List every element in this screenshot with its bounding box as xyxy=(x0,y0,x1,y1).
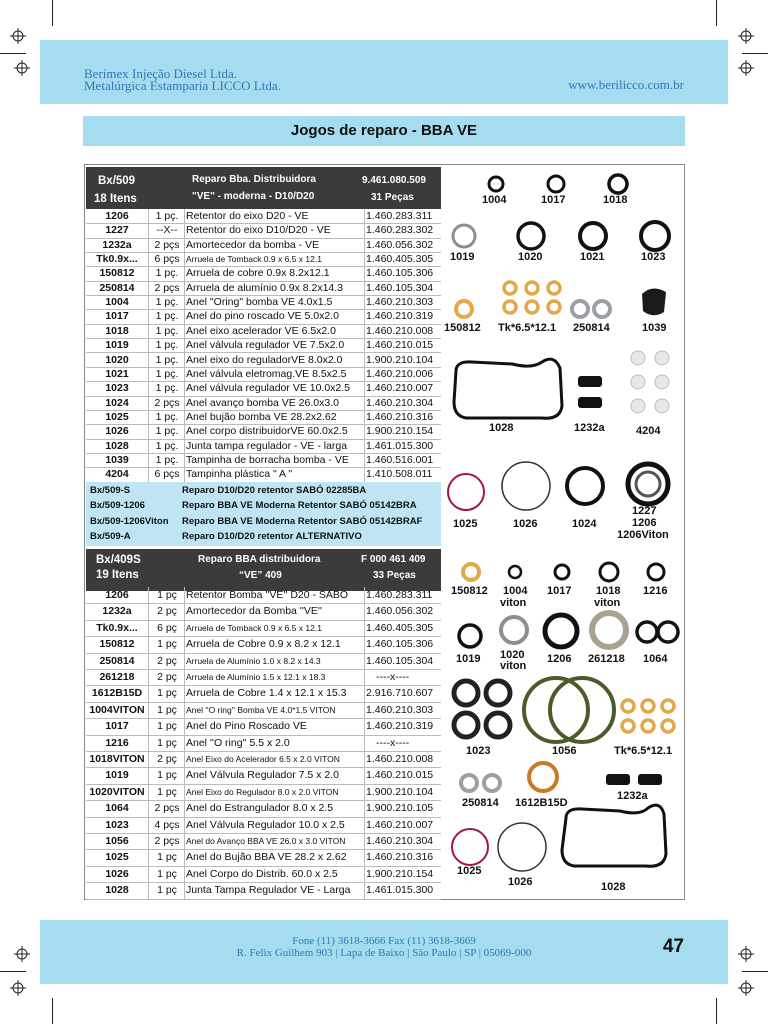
table-row xyxy=(86,685,441,702)
table-row xyxy=(86,252,441,267)
row-qty: 1 pç. xyxy=(155,267,179,280)
part-label: 1026 xyxy=(513,518,538,530)
row-desc: Anel Eixo do Acelerador 6.5 x 2.0 VITON xyxy=(186,754,340,764)
row-qty: 1 pç xyxy=(157,769,177,782)
header-band xyxy=(40,40,728,104)
table-row xyxy=(86,467,441,482)
row-code: 1232a xyxy=(102,605,132,618)
crop-mark xyxy=(716,0,717,26)
part-label: 1612B15D xyxy=(515,797,568,809)
table-row xyxy=(86,636,441,653)
row-qty: 1 pç xyxy=(157,884,177,897)
column-divider xyxy=(184,209,185,482)
part-label: Tk*6.5*12.1 xyxy=(498,322,557,334)
row-qty: 1 pç. xyxy=(155,425,179,438)
row-code: 1018 xyxy=(105,324,129,337)
part-label: 4204 xyxy=(636,425,661,437)
row-code: 1017 xyxy=(105,720,129,733)
row-code: 1216 xyxy=(105,736,129,749)
column-divider xyxy=(364,209,365,482)
table-row xyxy=(86,410,441,425)
row-desc: Anel válvula eletromag.VE 8.5x2.5 xyxy=(186,367,347,380)
table-row xyxy=(86,718,441,735)
row-desc: Retentor Bomba ''VE'' D20 - SABO xyxy=(186,589,349,601)
row-qty: 2 pçs xyxy=(154,802,180,815)
row-qty: 1 pç. xyxy=(155,324,179,337)
table-row xyxy=(86,653,441,670)
part-label: 1018 xyxy=(596,585,621,597)
part-label: 250814 xyxy=(462,797,499,809)
crop-mark xyxy=(0,53,26,54)
row-code: 1026 xyxy=(105,867,129,880)
row-ref: 1.460.283.302 xyxy=(366,224,434,237)
row-desc: Arruela de cobre 0.9x 8.2x12.1 xyxy=(186,267,330,280)
table-row xyxy=(86,767,441,784)
row-desc: Anel ''O ring'' 5.5 x 2.0 xyxy=(186,736,290,749)
row-desc: Amortecedor da Bomba ''VE'' xyxy=(186,605,322,618)
row-code: 1018VITON xyxy=(89,753,145,765)
row-qty: 1 pç. xyxy=(155,353,179,366)
row-qty: --X-- xyxy=(156,224,178,237)
row-desc: Junta Tampa Regulador VE - Larga xyxy=(186,884,351,897)
row-qty: 1 pç. xyxy=(155,210,179,222)
crop-mark xyxy=(0,971,26,972)
part-label: 1025 xyxy=(457,865,482,877)
kit-description-2: “VE” 409 xyxy=(239,570,282,581)
row-qty: 1 pç xyxy=(157,687,177,700)
row-code: 1028 xyxy=(105,439,129,452)
table-row xyxy=(86,381,441,396)
row-qty: 1 pç. xyxy=(155,439,179,452)
row-ref: 1.460.210.006 xyxy=(366,367,434,380)
row-qty: 6 pçs xyxy=(154,468,180,481)
row-code: 150812 xyxy=(99,267,135,280)
kit-pieces: 31 Peças xyxy=(371,192,414,203)
table-row xyxy=(86,669,441,686)
row-ref: 1.460.516.001 xyxy=(366,453,434,466)
table-row xyxy=(86,702,441,719)
page-title: Jogos de reparo - BBA VE xyxy=(83,116,685,146)
row-desc: Anel corpo distribuidorVE 60.0x2.5 xyxy=(186,425,348,438)
part-label: 150812 xyxy=(451,585,488,597)
row-ref: ----x---- xyxy=(376,736,410,749)
table-row xyxy=(86,833,441,850)
row-qty: 1 pç xyxy=(157,785,177,798)
crop-mark xyxy=(742,53,768,54)
row-desc: Anel eixo do reguladorVE 8.0x2.0 xyxy=(186,353,343,366)
variant-desc: Reparo D10/D20 retentor ALTERNATIVO xyxy=(182,531,362,542)
row-desc: Anel do Bujão BBA VE 28.2 x 2.62 xyxy=(186,851,347,864)
row-ref: 1.460.105.304 xyxy=(366,281,434,294)
row-ref: 1.461.015.300 xyxy=(366,439,434,452)
table-row xyxy=(86,338,441,353)
row-ref: 1.460.283.311 xyxy=(366,210,433,222)
table-row xyxy=(86,849,441,866)
row-desc: Anel do Avanço BBA VE 26.0 x 3.0 VITON xyxy=(186,836,346,846)
row-desc: Anel válvula regulador VE 10.0x2.5 xyxy=(186,382,351,395)
kit-header xyxy=(86,167,441,209)
part-label: 1216 xyxy=(643,585,668,597)
table-row xyxy=(86,281,441,296)
part-label: 1025 xyxy=(453,518,478,530)
variant-list xyxy=(86,482,441,546)
table-row xyxy=(86,453,441,468)
row-desc: Retentor do eixo D20 - VE xyxy=(186,210,309,222)
row-ref: 1.460.210.316 xyxy=(366,410,434,423)
part-label: 1232a xyxy=(574,422,605,434)
row-qty: 1 pç xyxy=(157,703,177,716)
column-divider xyxy=(148,209,149,482)
row-ref: 1.460.210.319 xyxy=(366,720,434,733)
row-ref: 1.900.210.105 xyxy=(366,802,434,815)
row-qty: 2 pç xyxy=(157,605,177,618)
row-desc: Anel "Oring" bomba VE 4.0x1.5 xyxy=(186,296,333,309)
variant-desc: Reparo D10/D20 retentor SABÓ 02285BA xyxy=(182,485,367,496)
company-name-2: Metalúrgica Estamparia LICCO Ltda. xyxy=(84,78,281,93)
crop-mark xyxy=(52,998,53,1024)
row-desc: Anel do Estrangulador 8.0 x 2.5 xyxy=(186,802,334,815)
row-code: 1019 xyxy=(105,339,129,352)
row-desc: Anel avanço bomba VE 26.0x3.0 xyxy=(186,396,339,409)
table-row xyxy=(86,784,441,801)
row-code: Tk0.9x... xyxy=(96,621,138,634)
variant-code: Bx/509-A xyxy=(90,531,131,542)
registration-mark-icon xyxy=(14,946,30,962)
row-ref: 1.460.210.015 xyxy=(366,769,434,782)
row-code: 1020 xyxy=(105,353,129,366)
row-qty: 1 pç. xyxy=(155,310,179,323)
row-desc: Anel bujão bomba VE 28.2x2.62 xyxy=(186,410,337,423)
crop-mark xyxy=(742,971,768,972)
part-label: 1023 xyxy=(466,745,491,757)
kit-description: Reparo Bba. Distribuidora xyxy=(192,174,316,185)
row-code: 1028 xyxy=(105,884,129,897)
row-desc: Anel válvula regulador VE 7.5x2.0 xyxy=(186,339,345,352)
part-label: 1017 xyxy=(547,585,572,597)
table-row xyxy=(86,238,441,253)
row-code: 1019 xyxy=(105,769,129,782)
row-code: 1206 xyxy=(105,589,129,601)
variant-code: Bx/509-S xyxy=(90,485,131,496)
row-ref: 1.900.210.104 xyxy=(366,353,434,366)
registration-mark-icon xyxy=(738,60,754,76)
row-qty: 6 pç xyxy=(157,621,177,634)
part-label: 1019 xyxy=(456,653,481,665)
row-code: 1004 xyxy=(105,296,129,309)
row-desc: Anel Eixo do Regulador 8.0 x 2.0 VITON xyxy=(186,786,339,797)
kit-ref: F 000 461 409 xyxy=(361,554,426,565)
row-ref: 1.460.105.304 xyxy=(366,654,434,667)
table-row xyxy=(86,587,441,604)
row-ref: 1.460.056.302 xyxy=(366,238,434,251)
row-desc: Tampinha de borracha bomba - VE xyxy=(186,453,349,466)
row-ref: 2.916.710.607 xyxy=(366,687,434,700)
row-code: 1023 xyxy=(105,818,129,831)
part-label: 1206 xyxy=(547,653,572,665)
row-ref: 1.460.210.015 xyxy=(366,339,434,352)
row-desc: Arruela de Alumínio 1.0 x 8.2 x 14.3 xyxy=(186,655,321,666)
variant-code: Bx/509-1206 xyxy=(90,500,145,511)
row-ref: 1.460.210.304 xyxy=(366,396,434,409)
row-qty: 1 pç xyxy=(157,638,177,651)
footer-phone: Fone (11) 3618-3666 Fax (11) 3618-3669 xyxy=(292,935,476,947)
part-label: 1024 xyxy=(572,518,597,530)
kit-header xyxy=(86,549,441,591)
part-label: 1021 xyxy=(580,251,605,263)
row-ref: 1.460.210.319 xyxy=(366,310,434,323)
table-row xyxy=(86,223,441,238)
part-label: 150812 xyxy=(444,322,481,334)
kit1-parts-illustration xyxy=(442,166,682,546)
row-code: 250814 xyxy=(99,281,135,294)
table-row xyxy=(86,396,441,411)
row-desc: Arruela de Alumínio 1.5 x 12.1 x 18.3 xyxy=(186,672,326,682)
company-name: Berimex Injeção Diesel Ltda. xyxy=(84,66,238,81)
row-desc: Junta tampa regulador - VE - larga xyxy=(186,439,348,452)
row-code: 1026 xyxy=(105,425,129,438)
part-label: 1017 xyxy=(541,194,566,206)
row-ref: 1.460.210.304 xyxy=(366,835,434,847)
row-qty: 1 pç. xyxy=(155,339,179,352)
registration-mark-icon xyxy=(14,60,30,76)
table-row xyxy=(86,309,441,324)
row-ref: 1.900.210.154 xyxy=(366,867,434,880)
row-code: 1232a xyxy=(102,238,132,251)
row-code: 1025 xyxy=(105,410,129,423)
row-desc: Anel Válvula Regulador 7.5 x 2.0 xyxy=(186,769,339,782)
kit-description-2: "VE" - moderna - D10/D20 xyxy=(192,191,315,202)
table-row xyxy=(86,209,441,224)
row-qty: 1 pç xyxy=(157,720,177,733)
kit-code: Bx/409S xyxy=(96,554,141,566)
row-code: 1020VITON xyxy=(89,785,145,798)
part-label: 1206Viton xyxy=(617,529,669,541)
registration-mark-icon xyxy=(738,28,754,44)
row-desc: Arruela de Cobre 0.9 x 8.2 x 12.1 xyxy=(186,638,341,651)
row-qty: 2 pç xyxy=(157,671,177,683)
row-ref: 1.460.105.306 xyxy=(366,267,434,280)
part-label: 1028 xyxy=(489,422,514,434)
table-row xyxy=(86,866,441,883)
kit-pieces: 33 Peças xyxy=(373,570,416,581)
row-ref: 1.460.210.007 xyxy=(366,818,434,831)
part-label: viton xyxy=(500,597,527,609)
row-code: 1064 xyxy=(105,802,129,815)
crop-mark xyxy=(52,0,53,26)
row-qty: 1 pç. xyxy=(155,382,179,395)
row-ref: 1.460.283.311 xyxy=(366,589,433,601)
table-row xyxy=(86,882,441,899)
row-code: Tk0.9x... xyxy=(96,253,138,266)
table-row xyxy=(86,324,441,339)
row-code: 1227 xyxy=(105,224,129,237)
kit-ref: 9.461.080.509 xyxy=(362,175,426,186)
kit2-parts-illustration xyxy=(442,550,682,898)
row-ref: 1.460.405.305 xyxy=(366,621,434,634)
table-row xyxy=(86,603,441,620)
part-label: 1018 xyxy=(603,194,628,206)
row-code: 4204 xyxy=(105,468,129,481)
row-code: 1017 xyxy=(105,310,129,323)
row-qty: 2 pçs xyxy=(154,238,180,251)
row-ref: 1.461.015.300 xyxy=(366,884,434,897)
row-desc: Arruela de Tomback 0.9 x 6.5 x 12.1 xyxy=(186,622,322,633)
row-ref: 1.410.508.011 xyxy=(366,468,433,481)
kit-code: Bx/509 xyxy=(98,175,136,187)
part-label: 1206 xyxy=(632,517,657,529)
table-row xyxy=(86,800,441,817)
table-row xyxy=(86,620,441,637)
part-label: 1004 xyxy=(503,585,528,597)
table-row xyxy=(86,817,441,834)
row-code: 1025 xyxy=(105,851,129,864)
kit-items-count: 18 Itens xyxy=(94,193,137,205)
row-desc: Retentor do eixo D10/D20 - VE xyxy=(186,224,331,237)
part-label: 1026 xyxy=(508,876,533,888)
part-label: 1064 xyxy=(643,653,668,665)
row-code: 1056 xyxy=(105,835,129,847)
row-qty: 6 pçs xyxy=(154,253,180,266)
variant-code: Bx/509-1206Viton xyxy=(90,516,169,527)
table-row xyxy=(86,751,441,768)
row-code: 1024 xyxy=(105,396,129,409)
registration-mark-icon xyxy=(738,946,754,962)
row-ref: 1.460.210.303 xyxy=(366,703,434,716)
footer-address: R. Felix Guilhem 903 | Lapa de Baixo | São Paulo | SP | 05069-000 xyxy=(236,947,532,959)
crop-mark xyxy=(716,998,717,1024)
row-desc: Arruela de Tomback 0.9 x 6.5 x 12.1 xyxy=(186,254,322,265)
variant-desc: Reparo BBA VE Moderna Retentor SABÓ 05142BRA xyxy=(182,500,417,511)
part-label: 1020 xyxy=(500,649,525,661)
column-divider xyxy=(148,587,149,899)
part-label: viton xyxy=(500,660,527,672)
website-link[interactable]: www.berilicco.com.br xyxy=(568,77,684,92)
row-qty: 1 pç. xyxy=(155,296,179,309)
row-code: 150812 xyxy=(99,638,135,651)
row-qty: 1 pç xyxy=(157,867,177,880)
part-label: 1028 xyxy=(601,881,626,893)
row-desc: Arruela de alumínio 0.9x 8.2x14.3 xyxy=(186,281,344,294)
part-label: 1019 xyxy=(450,251,475,263)
row-ref: 1.460.210.007 xyxy=(366,382,434,395)
page-number: 47 xyxy=(662,936,684,957)
row-code: 1039 xyxy=(105,453,129,466)
row-desc: Anel ''O ring'' Bomba VE 4.0*1.5 VITON xyxy=(186,704,336,715)
row-desc: Anel Corpo do Distrib. 60.0 x 2.5 xyxy=(186,867,338,880)
row-desc: Arruela de Cobre 1.4 x 12.1 x 15.3 xyxy=(186,687,347,700)
table-row xyxy=(86,266,441,281)
row-ref: 1.460.405.305 xyxy=(366,253,434,266)
part-label: 1004 xyxy=(482,194,507,206)
row-ref: 1.900.210.104 xyxy=(366,785,434,798)
row-qty: 1 pç. xyxy=(155,410,179,423)
row-code: 250814 xyxy=(99,654,135,667)
part-label: 1227 xyxy=(632,505,657,517)
row-qty: 1 pç. xyxy=(155,453,179,466)
table-row xyxy=(86,424,441,439)
row-ref: 1.460.105.306 xyxy=(366,638,434,651)
row-ref: 1.460.056.302 xyxy=(366,605,434,618)
part-label: 1023 xyxy=(641,251,666,263)
row-desc: Tampinha plástica " A " xyxy=(186,468,293,481)
table-row xyxy=(86,439,441,454)
column-divider xyxy=(364,587,365,899)
row-ref: 1.900.210.154 xyxy=(366,425,434,438)
row-code: 1206 xyxy=(105,210,129,222)
part-label: Tk*6.5*12.1 xyxy=(614,745,673,757)
row-ref: 1.460.210.008 xyxy=(366,324,434,337)
row-qty: 2 pçs xyxy=(154,281,180,294)
row-desc: Amortecedor da bomba - VE xyxy=(186,238,320,251)
row-qty: 4 pçs xyxy=(154,818,180,831)
row-desc: Anel do Pino Roscado VE xyxy=(186,720,307,733)
table-row xyxy=(86,295,441,310)
table-row xyxy=(86,353,441,368)
kit-items-count: 19 Itens xyxy=(96,569,139,581)
registration-mark-icon xyxy=(10,28,26,44)
table-row xyxy=(86,735,441,752)
part-label: 1020 xyxy=(518,251,543,263)
row-qty: 2 pç xyxy=(157,654,177,667)
row-qty: 1 pç xyxy=(157,851,177,864)
row-qty: 2 pç xyxy=(157,753,177,765)
row-desc: Anel Válvula Regulador 10.0 x 2.5 xyxy=(186,818,345,831)
registration-mark-icon xyxy=(738,980,754,996)
footer-band xyxy=(40,920,728,984)
row-qty: 1 pç xyxy=(157,589,177,601)
row-desc: Anel eixo acelerador VE 6.5x2.0 xyxy=(186,324,337,337)
variant-desc: Reparo BBA VE Moderna Retentor SABÓ 05142BRAF xyxy=(182,516,423,527)
row-code: 1004VITON xyxy=(89,703,145,716)
row-ref: ----x---- xyxy=(376,671,410,683)
part-label: 250814 xyxy=(573,322,610,334)
part-label: viton xyxy=(594,597,621,609)
part-label: 1232a xyxy=(617,790,648,802)
row-qty: 2 pçs xyxy=(154,396,180,409)
part-label: 261218 xyxy=(588,653,625,665)
kit-description: Reparo BBA distribuidora xyxy=(198,554,321,565)
row-ref: 1.460.210.303 xyxy=(366,296,434,309)
row-ref: 1.460.210.316 xyxy=(366,851,434,864)
row-desc: Anel do pino roscado VE 5.0x2.0 xyxy=(186,310,339,323)
part-label: 1039 xyxy=(642,322,667,334)
registration-mark-icon xyxy=(10,980,26,996)
row-qty: 2 pçs xyxy=(154,835,180,847)
column-divider xyxy=(184,587,185,899)
row-code: 261218 xyxy=(99,671,135,683)
row-code: 1021 xyxy=(105,367,129,380)
row-qty: 1 pç. xyxy=(155,367,179,380)
row-code: 1612B15D xyxy=(91,687,143,700)
row-code: 1023 xyxy=(105,382,129,395)
row-qty: 1 pç xyxy=(157,736,177,749)
part-label: 1056 xyxy=(552,745,577,757)
row-ref: 1.460.210.008 xyxy=(366,753,434,765)
table-row xyxy=(86,367,441,382)
